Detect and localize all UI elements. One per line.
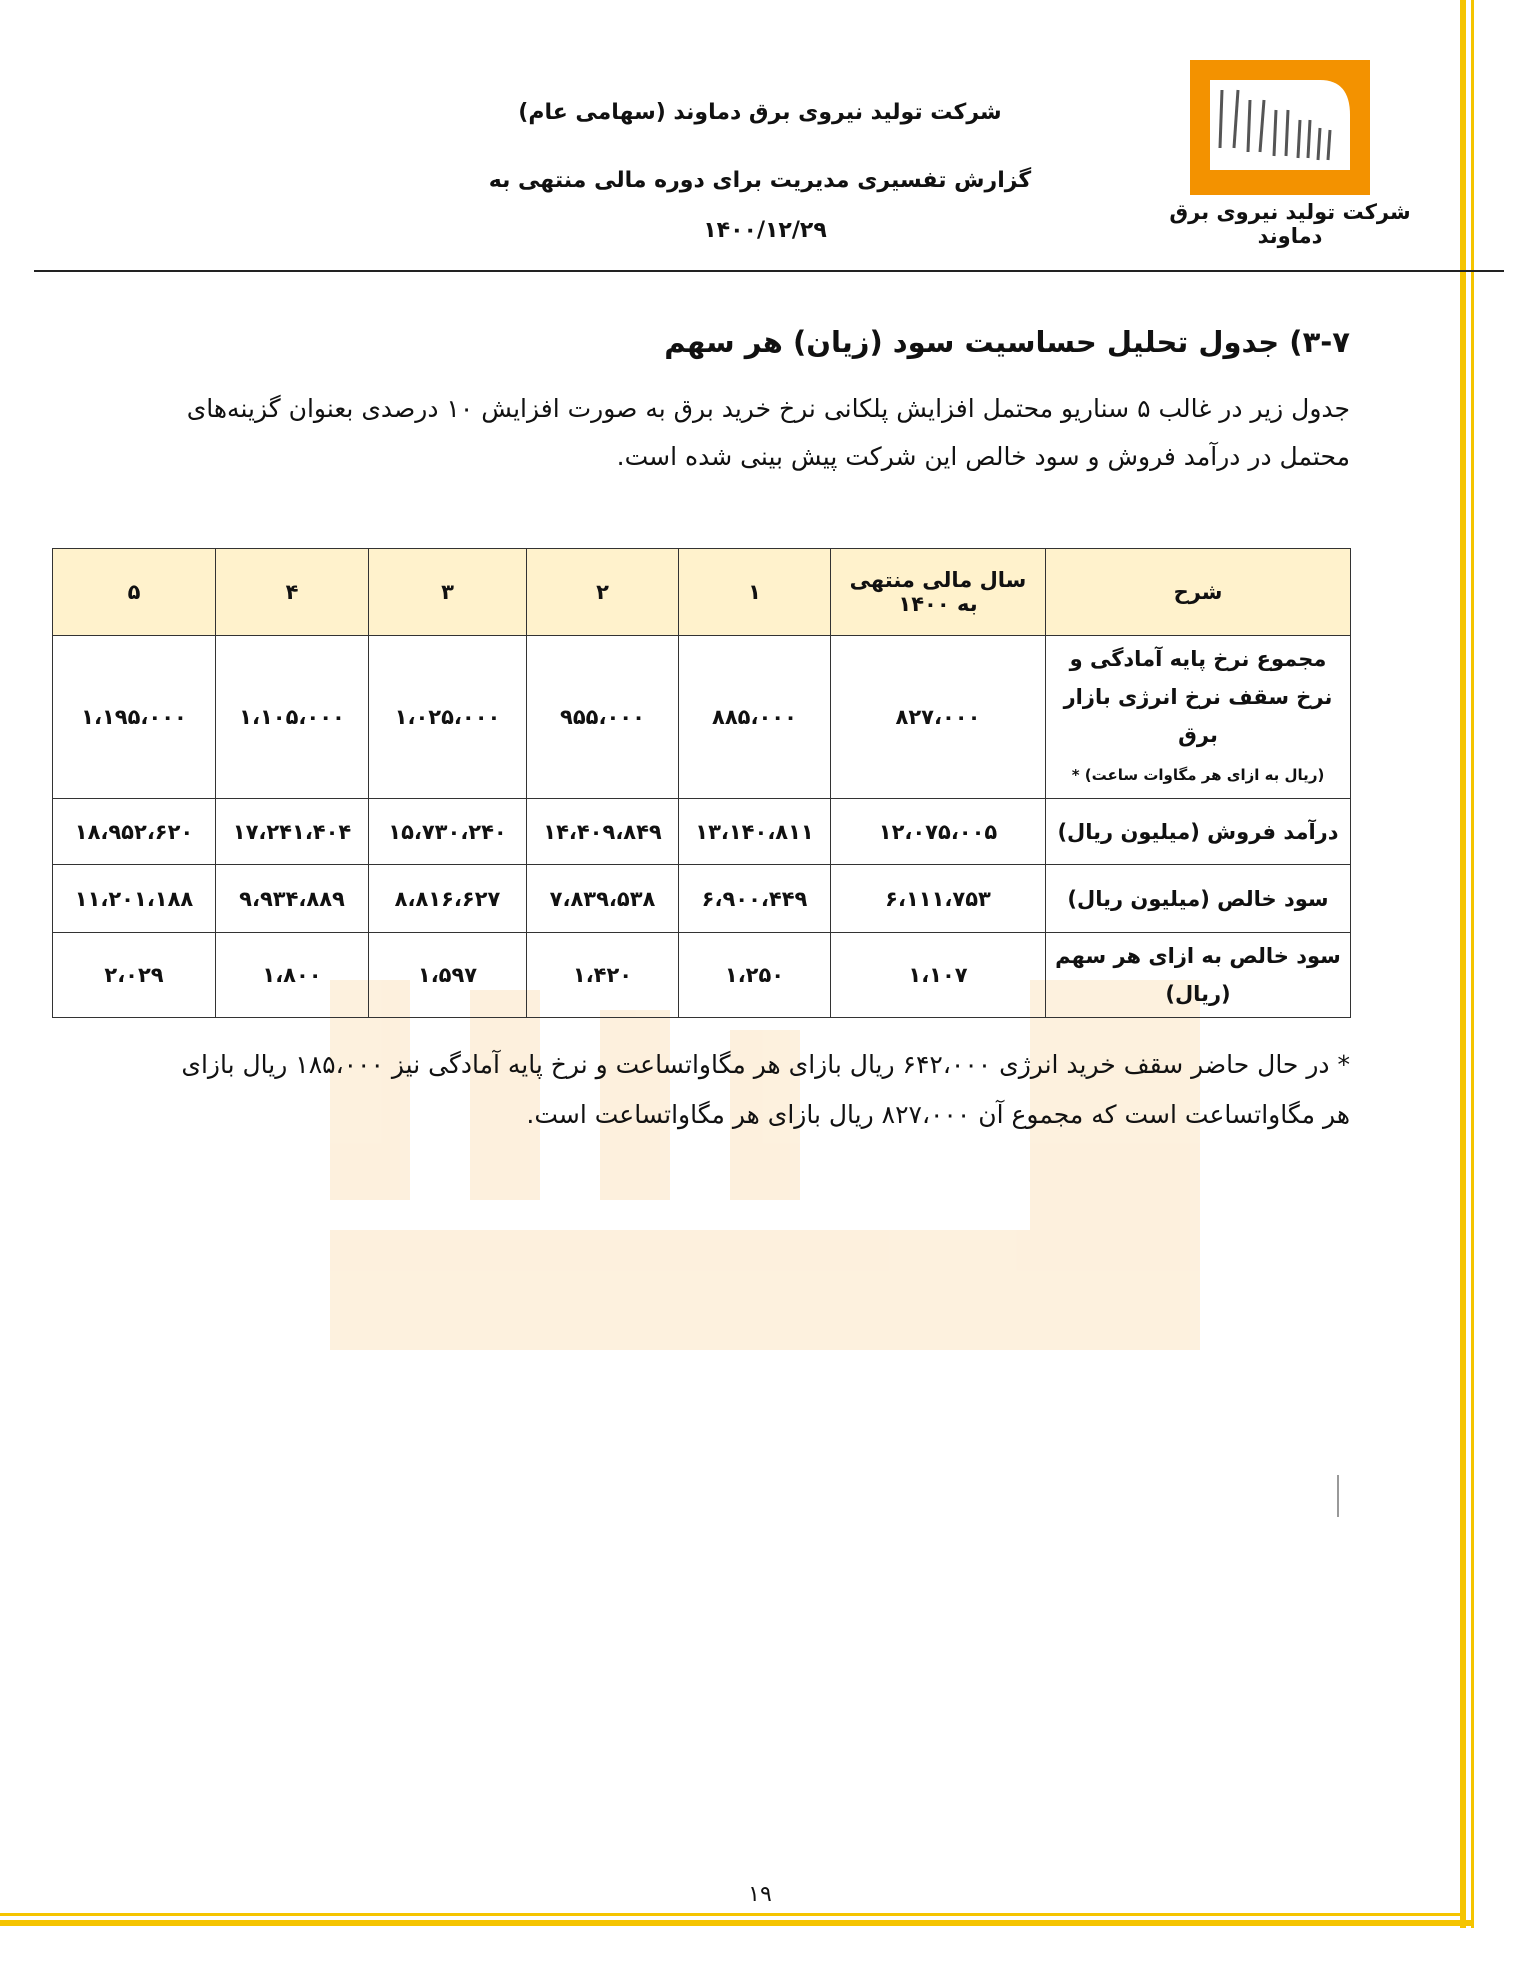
sensitivity-table [52, 548, 1351, 1018]
row-label-text: درآمد فروش [1207, 819, 1339, 844]
cell-s4: ۱۷،۲۴۱،۴۰۴ [216, 799, 369, 865]
row-label-text: سود خالص [1217, 886, 1329, 911]
table-header-row [53, 549, 1351, 636]
cell-s2: ۷،۸۳۹،۵۳۸ [527, 865, 679, 933]
row-label [1046, 799, 1351, 865]
cell-s5: ۱،۱۹۵،۰۰۰ [53, 636, 216, 799]
row-label [1046, 933, 1351, 1018]
header-scenario-1: ۱ [679, 549, 831, 636]
cell-s3: ۱،۰۲۵،۰۰۰ [369, 636, 527, 799]
header-scenario-4: ۴ [216, 549, 369, 636]
report-title: گزارش تفسیری مدیریت برای دوره مالی منتهی به [488, 168, 1032, 193]
cell-s5: ۲،۰۲۹ [53, 933, 216, 1018]
table-row [53, 799, 1351, 865]
row-label-text: مجموع نرخ پایه آمادگی و نرخ سقف نرخ انرژی بازار برق [1063, 647, 1333, 747]
cell-s5: ۱۱،۲۰۱،۱۸۸ [53, 865, 216, 933]
cell-s4: ۹،۹۳۴،۸۸۹ [216, 865, 369, 933]
row-label-note: (ریال) [1165, 982, 1231, 1006]
page-number: ۱۹ [748, 1882, 772, 1907]
row-label-note: (میلیون ریال) [1067, 886, 1210, 911]
cell-s2: ۱۴،۴۰۹،۸۴۹ [527, 799, 679, 865]
section-title: ۳-۷) جدول تحلیل حساسیت سود (زیان) هر سهم [664, 325, 1350, 359]
company-name-under-logo: شرکت تولید نیروی برق دماوند [1169, 200, 1411, 248]
header-scenario-3: ۳ [369, 549, 527, 636]
table-row [53, 865, 1351, 933]
header-scenario-2: ۲ [527, 549, 679, 636]
page-frame-bottom-inner [0, 1913, 1466, 1916]
cell-s1: ۸۸۵،۰۰۰ [679, 636, 831, 799]
cell-s5: ۱۸،۹۵۲،۶۲۰ [53, 799, 216, 865]
page-frame-bottom [0, 1920, 1474, 1926]
cell-s4: ۱،۸۰۰ [216, 933, 369, 1018]
page-frame-right-inner [1471, 0, 1474, 1928]
cell-base: ۸۲۷،۰۰۰ [831, 636, 1046, 799]
table-row [53, 933, 1351, 1018]
company-full-name: شرکت تولید نیروی برق دماوند (سهامی عام) [518, 100, 1002, 125]
header-divider [34, 270, 1504, 272]
row-label [1046, 636, 1351, 799]
cell-s1: ۱،۲۵۰ [679, 933, 831, 1018]
cell-base: ۶،۱۱۱،۷۵۳ [831, 865, 1046, 933]
row-label [1046, 865, 1351, 933]
report-date: ۱۴۰۰/۱۲/۲۹ [703, 218, 827, 243]
header-fiscal-year: سال مالی منتهی به ۱۴۰۰ [831, 549, 1046, 636]
header-scenario-5: ۵ [53, 549, 216, 636]
cell-s2: ۹۵۵،۰۰۰ [527, 636, 679, 799]
divider-mark [1337, 1475, 1339, 1517]
header-description: شرح [1046, 549, 1351, 636]
footnote: * در حال حاضر سقف خرید انرژی ۶۴۲،۰۰۰ ریال بازای هر مگاواتساعت و نرخ پایه آمادگی نیز ۱۸۵،۰۰۰ ریال بازای هر مگاواتساعت است که مجموع آن ۸۲۷،۰۰۰ ریال بازای هر مگاواتساعت است. [181, 1050, 1350, 1129]
cell-s1: ۱۳،۱۴۰،۸۱۱ [679, 799, 831, 865]
cell-s3: ۱۵،۷۳۰،۲۴۰ [369, 799, 527, 865]
cell-s3: ۱،۵۹۷ [369, 933, 527, 1018]
cell-s3: ۸،۸۱۶،۶۲۷ [369, 865, 527, 933]
cell-s1: ۶،۹۰۰،۴۴۹ [679, 865, 831, 933]
page-frame-right [1460, 0, 1466, 1928]
cell-base: ۱،۱۰۷ [831, 933, 1046, 1018]
table-row [53, 636, 1351, 799]
cell-s4: ۱،۱۰۵،۰۰۰ [216, 636, 369, 799]
cell-s2: ۱،۴۲۰ [527, 933, 679, 1018]
intro-paragraph: جدول زیر در غالب ۵ سناریو محتمل افزایش پلکانی نرخ خرید برق به صورت افزایش ۱۰ درصدی بعنوان گزینه‌های محتمل در درآمد فروش و سود خالص این شرکت پیش بینی شده است. [186, 394, 1350, 471]
row-label-note: (ریال به ازای هر مگاوات ساعت) * [1071, 766, 1325, 784]
row-label-note: (میلیون ریال) [1057, 819, 1200, 844]
cell-base: ۱۲،۰۷۵،۰۰۵ [831, 799, 1046, 865]
company-logo-icon [1190, 60, 1370, 195]
row-label-text: سود خالص به ازای هر سهم [1055, 944, 1341, 968]
